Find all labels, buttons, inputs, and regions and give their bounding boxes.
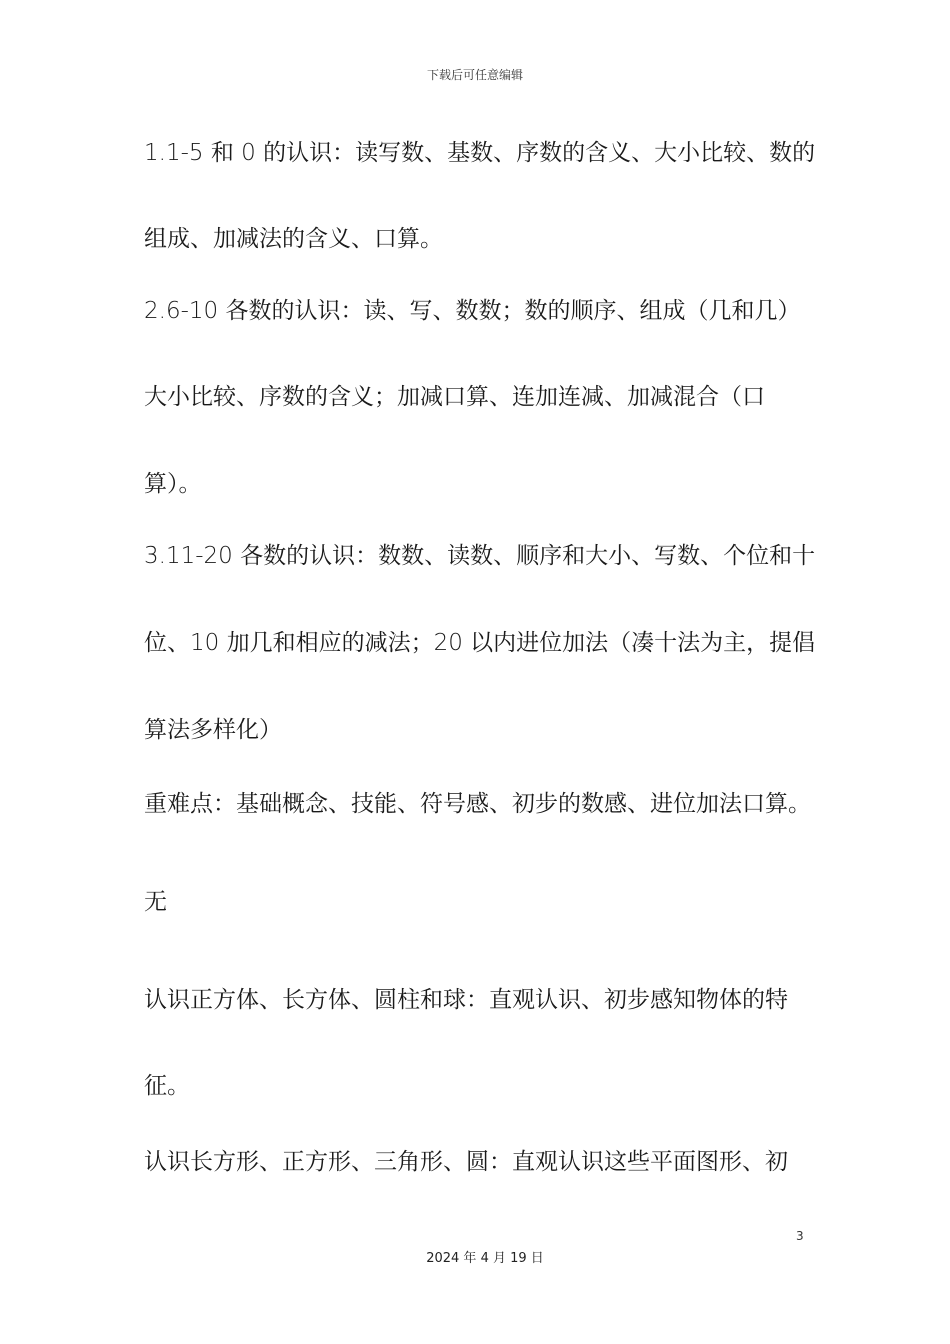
body-line: 组成、加减法的含义、口算。 (144, 226, 443, 252)
page-footer-date: 2024 年 4 月 19 日 (426, 1251, 544, 1266)
body-line: 无 (144, 889, 167, 915)
body-line: 算）。 (144, 471, 202, 497)
body-line: 1.1-5 和 0 的认识：读写数、基数、序数的含义、大小比较、数的 (144, 140, 816, 166)
body-line: 大小比较、序数的含义；加减口算、连加连减、加减混合（口 (144, 384, 765, 410)
page-number: 3 (796, 1229, 804, 1243)
body-line: 认识长方形、正方形、三角形、圆：直观认识这些平面图形、初 (144, 1149, 788, 1175)
body-line: 位、10 加几和相应的减法；20 以内进位加法（凑十法为主，提倡 (144, 630, 816, 656)
body-line: 2.6-10 各数的认识：读、写、数数；数的顺序、组成（几和几） (144, 298, 801, 324)
body-line: 认识正方体、长方体、圆柱和球：直观认识、初步感知物体的特 (144, 987, 788, 1013)
body-line: 算法多样化） (144, 717, 282, 743)
page-header: 下载后可任意编辑 (426, 68, 523, 82)
body-line: 征。 (144, 1073, 190, 1099)
body-line: 3.11-20 各数的认识：数数、读数、顺序和大小、写数、个位和十 (144, 543, 816, 569)
body-line: 重难点：基础概念、技能、符号感、初步的数感、进位加法口算。 (144, 791, 811, 817)
